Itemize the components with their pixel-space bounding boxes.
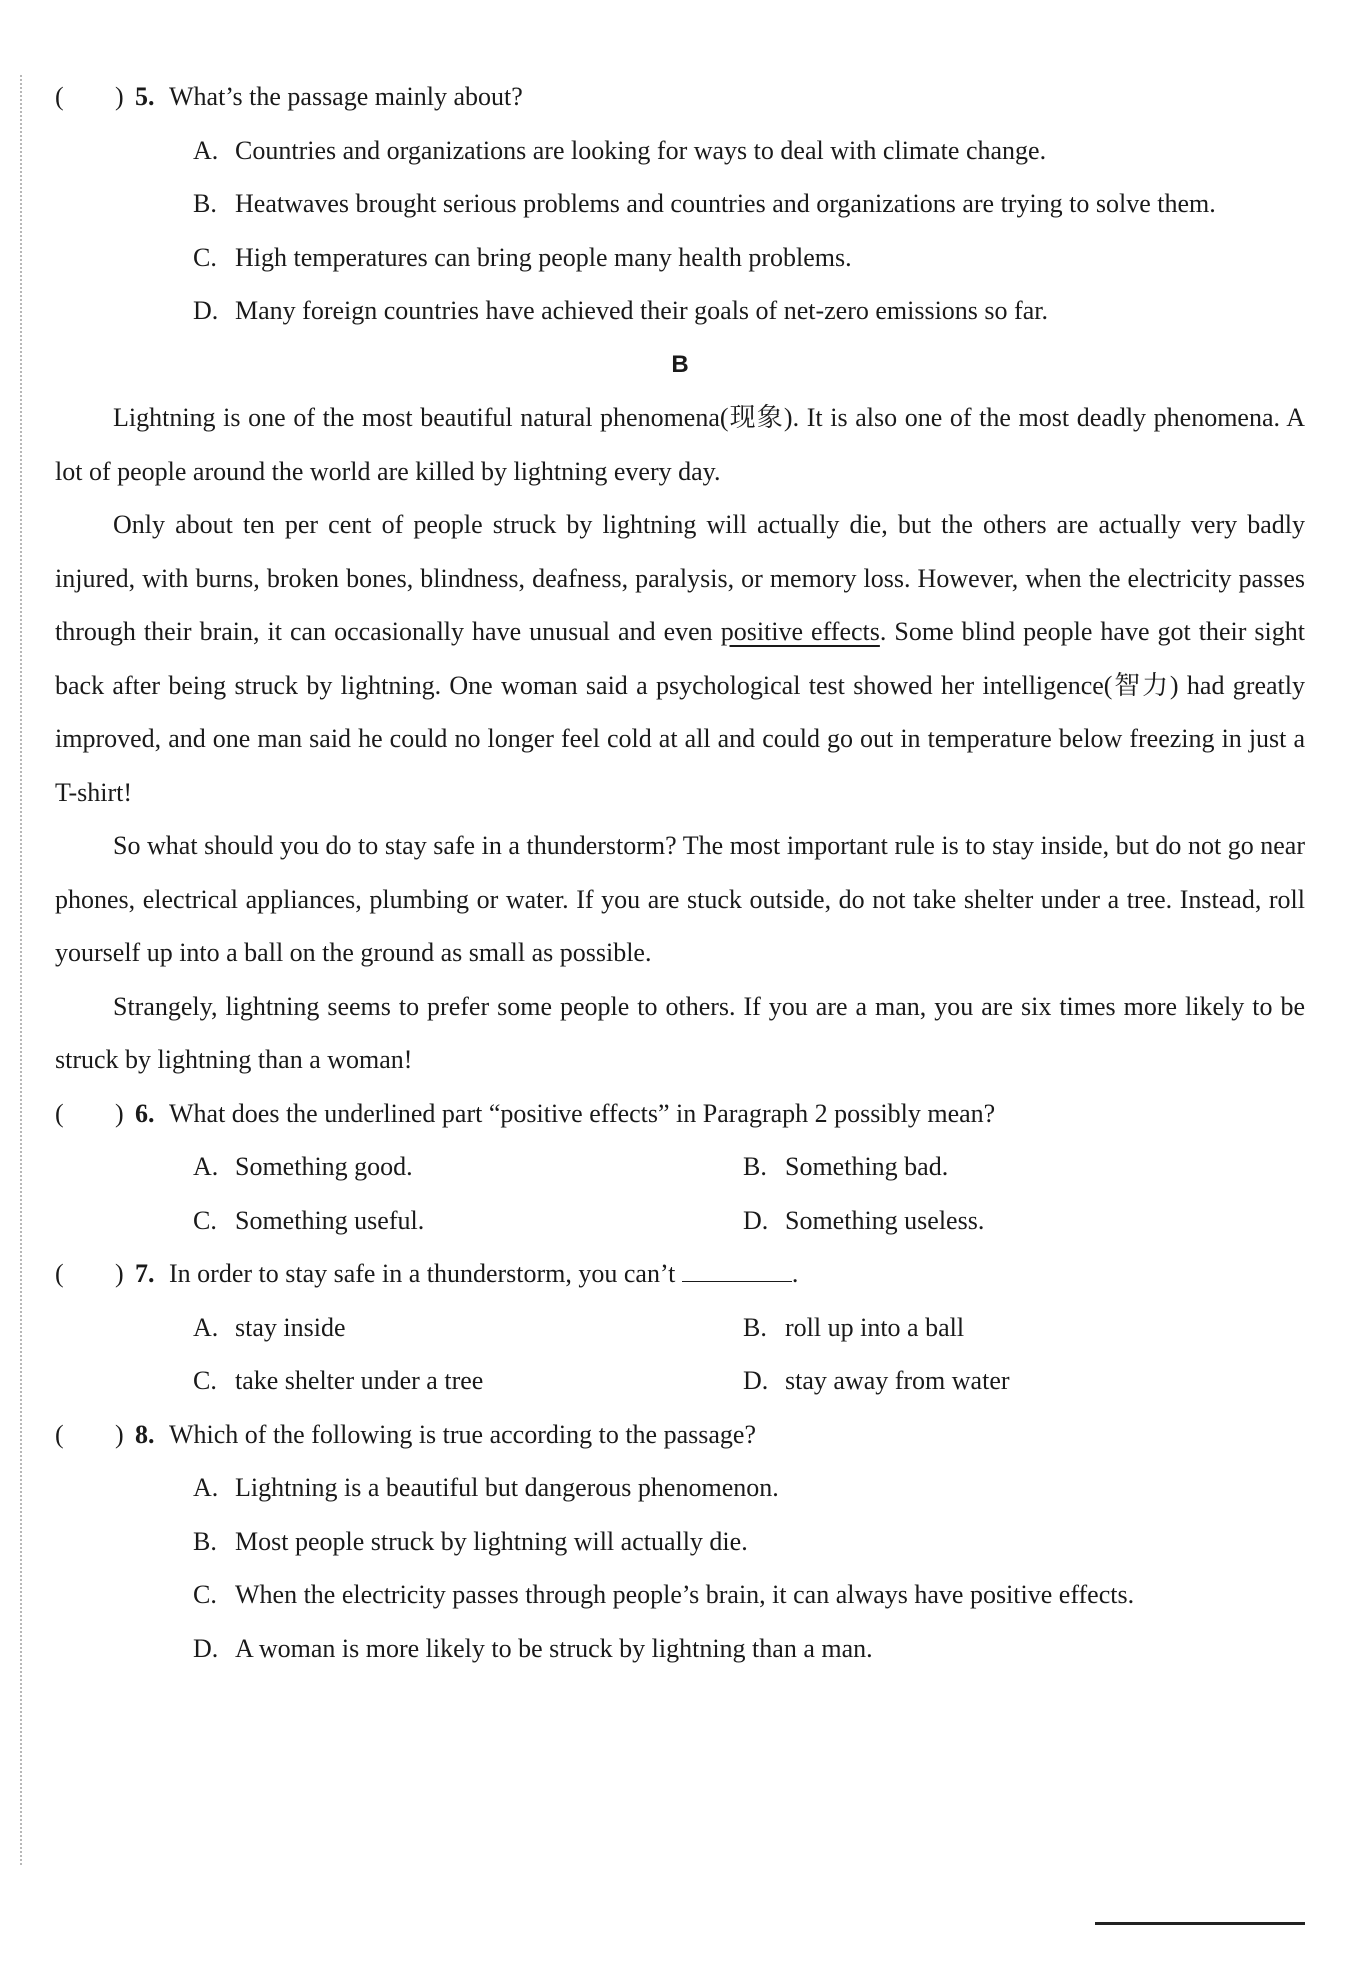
option-text: Something good. — [235, 1152, 413, 1181]
option-text: Lightning is a beautiful but dangerous phenomenon. — [235, 1473, 779, 1502]
q6-options-row-1 — [55, 1140, 1305, 1194]
q7-option-a — [193, 1301, 743, 1355]
option-letter: A. — [193, 1473, 219, 1502]
question-text-after: . — [791, 1259, 799, 1288]
q7-option-c — [193, 1354, 743, 1408]
answer-paren-close: ) — [115, 1098, 124, 1128]
passage-paragraph-4: Strangely, lightning seems to prefer some people to others. If you are a man, you are six times more likely to be struck by lightning than a woman! — [55, 991, 1305, 1074]
q5-option-b — [55, 177, 1305, 231]
option-text: Countries and organizations are looking for ways to deal with climate change. — [235, 135, 1047, 165]
q8-option-d — [55, 1622, 1305, 1676]
answer-paren-open: ( — [55, 1098, 64, 1128]
option-text: Many foreign countries have achieved their goals of net-zero emissions so far. — [235, 296, 1048, 325]
underlined-phrase: positive effects — [720, 617, 880, 646]
option-text: High temperatures can bring people many health problems. — [235, 242, 852, 272]
question-text — [169, 1247, 1305, 1301]
option-letter: B. — [193, 189, 217, 218]
option-text: take shelter under a tree — [235, 1366, 484, 1395]
passage-paragraph-1: Lightning is one of the most beautiful natural phenomena(现象). It is also one of the most deadly phenomena. A lot of people around the world are killed by lightning every day. — [55, 403, 1305, 486]
answer-paren-close: ) — [115, 1419, 124, 1449]
answer-paren-open: ( — [55, 82, 64, 111]
answer-paren-close: ) — [115, 1259, 124, 1288]
q8-option-b — [55, 1515, 1305, 1569]
question-text: What’s the passage mainly about? — [169, 82, 523, 111]
q7-option-d — [743, 1354, 1293, 1408]
q6-option-b — [743, 1140, 1293, 1194]
option-text: Something bad. — [785, 1152, 949, 1181]
section-title: B — [671, 350, 689, 378]
option-text: stay away from water — [785, 1366, 1010, 1395]
option-text: When the electricity passes through people’s brain, it can always have positive effects. — [235, 1580, 1135, 1609]
q7-options-row-2 — [55, 1354, 1305, 1408]
q7-options-row-1 — [55, 1301, 1305, 1355]
option-letter: A. — [193, 1312, 219, 1342]
passage-paragraph-2 — [55, 498, 1305, 819]
question-text: What does the underlined part “positive effects” in Paragraph 2 possibly mean? — [169, 1098, 996, 1128]
question-6 — [55, 1087, 1305, 1141]
question-5 — [55, 70, 1305, 124]
question-number: 8. — [135, 1419, 155, 1449]
binding-margin-line — [20, 75, 22, 1865]
option-letter: A. — [193, 135, 219, 165]
answer-blank[interactable] — [682, 1259, 792, 1282]
option-letter: D. — [193, 296, 219, 325]
question-7 — [55, 1247, 1305, 1301]
q6-option-a — [193, 1140, 743, 1194]
option-letter: B. — [193, 1526, 217, 1556]
option-letter: B. — [743, 1312, 767, 1342]
option-text: A woman is more likely to be struck by lightning than a man. — [235, 1633, 873, 1663]
q5-option-a — [55, 124, 1305, 178]
option-text: Most people struck by lightning will actually die. — [235, 1526, 748, 1556]
paragraph-text: Only about ten per cent of people struck by lightning will actually die, but the others are actually very badly injured, with burns, broken bones, blindness, deafness, paralysis, or memory loss. However, when the electricity passes through their brain, it can occasionally have unusual and even — [55, 510, 1305, 646]
question-text-before: In order to stay safe in a thunderstorm, you can’t — [169, 1259, 682, 1288]
option-text: roll up into a ball — [785, 1312, 965, 1342]
q5-option-c — [55, 231, 1305, 285]
q5-option-d — [55, 284, 1305, 338]
option-letter: C. — [193, 1580, 217, 1609]
option-letter: C. — [193, 1205, 217, 1235]
option-text: Heatwaves brought serious problems and countries and organizations are trying to solve them. — [235, 189, 1216, 218]
question-text: Which of the following is true according to the passage? — [169, 1419, 756, 1449]
passage-paragraph-3: So what should you do to stay safe in a thunderstorm? The most important rule is to stay inside, but do not go near phones, electrical appliances, plumbing or water. If you are stuck outside, do not take shelter under a tree. Instead, roll yourself up into a ball on the ground as small as possible. — [55, 831, 1305, 967]
q8-option-a — [55, 1461, 1305, 1515]
footer-rule — [1095, 1922, 1305, 1925]
answer-paren-open: ( — [55, 1259, 64, 1288]
answer-paren-open: ( — [55, 1419, 64, 1449]
answer-paren-close: ) — [115, 82, 124, 111]
option-letter: B. — [743, 1152, 767, 1181]
option-text: stay inside — [235, 1312, 346, 1342]
question-number: 5. — [135, 82, 155, 111]
q7-option-b — [743, 1301, 1293, 1355]
option-text: Something useless. — [785, 1205, 985, 1235]
question-number: 7. — [135, 1259, 155, 1288]
q6-option-d — [743, 1194, 1293, 1248]
worksheet-page — [55, 70, 1305, 1675]
question-8 — [55, 1408, 1305, 1462]
q6-options-row-2 — [55, 1194, 1305, 1248]
option-letter: D. — [743, 1366, 769, 1395]
q8-option-c — [55, 1568, 1305, 1622]
option-letter: A. — [193, 1152, 219, 1181]
option-text: Something useful. — [235, 1205, 425, 1235]
option-letter: C. — [193, 242, 217, 272]
paragraph-text: . Some blind people have got their sight back after being struck by lightning. One woman said a psychological test showed her intelligence(智力) had greatly improved, and one man said he could no longer feel cold at all and could go out in temperature below freezing in just a T-shirt! — [55, 617, 1305, 807]
q6-option-c — [193, 1194, 743, 1248]
option-letter: D. — [743, 1205, 769, 1235]
question-number: 6. — [135, 1098, 155, 1128]
option-letter: C. — [193, 1366, 217, 1395]
option-letter: D. — [193, 1633, 219, 1663]
